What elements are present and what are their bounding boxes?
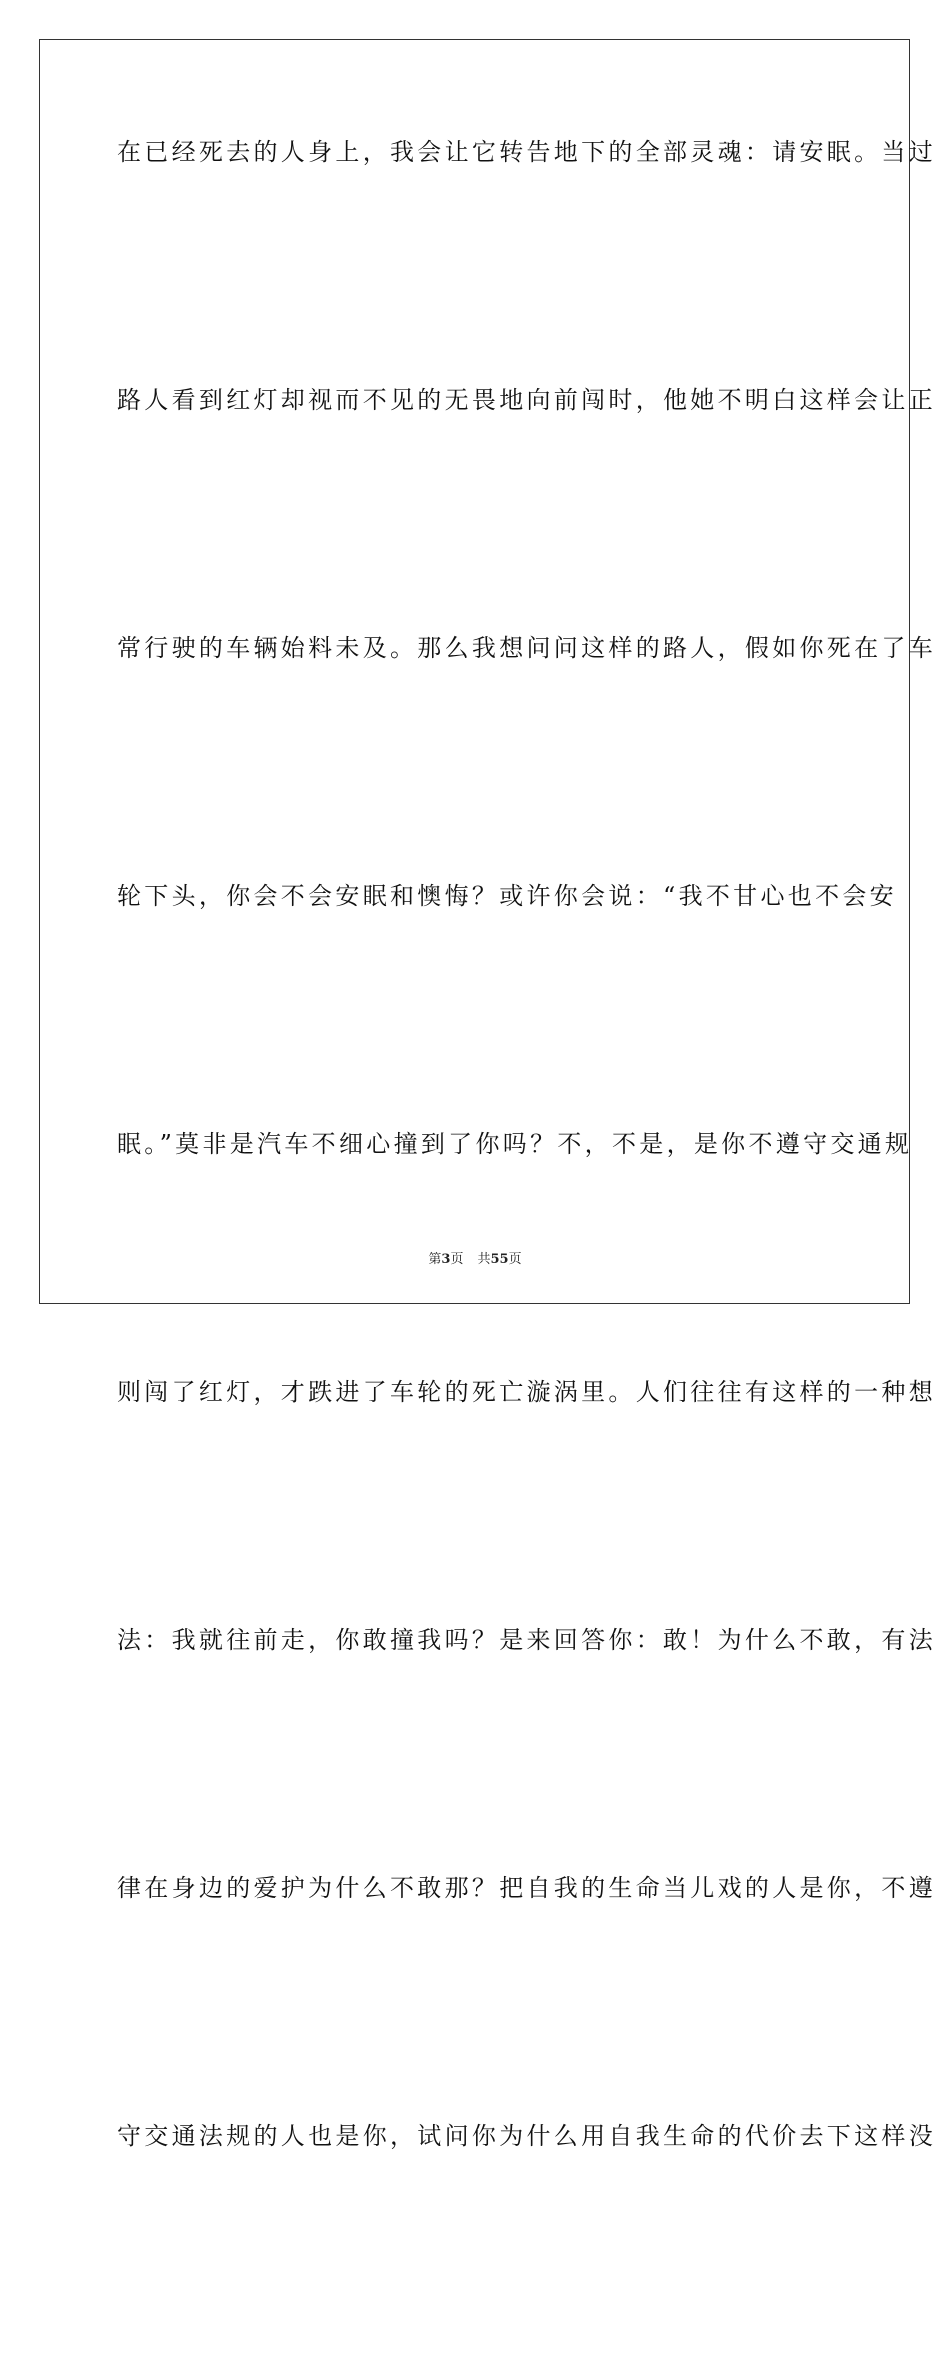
body-text [117,123,936,2355]
total-pages-prefix: 共 [477,1252,491,1267]
text-line: 轮下头，你会不会安眠和懊悔？或许你会说：“我不甘心也不会安 [117,882,897,910]
text-line: 常行驶的车辆始料未及。那么我想问问这样的路人，假如你死在了车 [117,634,936,662]
page-number-suffix: 页 [450,1252,464,1267]
text-line: 则闯了红灯，才跌进了车轮的死亡漩涡里。人们往往有这样的一种想 [117,1378,936,1406]
text-line: 守交通法规的人也是你，试问你为什么用自我生命的代价去下这样没 [117,2122,936,2150]
text-line: 律在身边的爱护为什么不敢那？把自我的生命当儿戏的人是你，不遵 [117,1874,936,1902]
page-number-prefix: 第 [428,1252,442,1267]
text-line: 路人看到红灯却视而不见的无畏地向前闯时，他她不明白这样会让正 [117,386,936,414]
page-number: 3 [441,1252,451,1267]
total-pages-suffix: 页 [508,1252,522,1267]
total-pages: 55 [490,1252,509,1267]
text-line: 眠。”莫非是汽车不细心撞到了你吗？不，不是，是你不遵守交通规 [117,1130,913,1158]
text-line: 在已经死去的人身上，我会让它转告地下的全部灵魂：请安眠。当过 [117,138,936,166]
text-line: 法：我就往前走，你敢撞我吗？是来回答你：敢！为什么不敢，有法 [117,1626,936,1654]
page-footer [0,1248,950,1267]
